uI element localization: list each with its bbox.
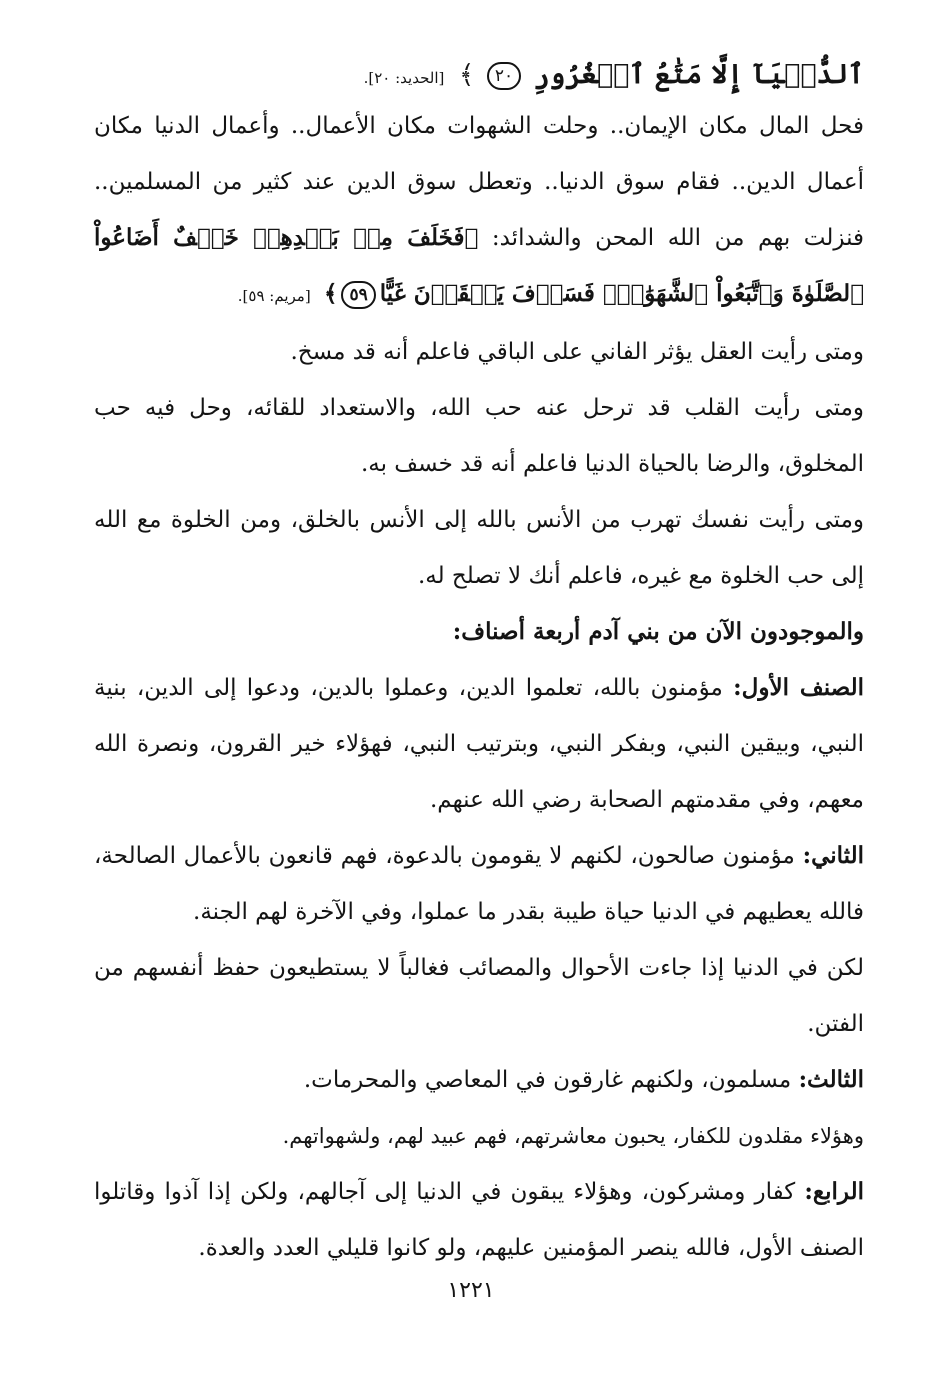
quran-close-bracket: ﴾ <box>324 280 338 307</box>
type-two-note: لكن في الدنيا إذا جاءت الأحوال والمصائب فغالباً لا يستطيعون حفظ أنفسهم من الفتن. <box>94 955 864 1037</box>
paragraph-heart: ومتى رأيت القلب قد ترحل عنه حب الله، والاستعداد للقائه، وحل فيه حب المخلوق، والرضا بالحياة الدنيا فاعلم أنه قد خسف به. <box>94 395 864 477</box>
type-two-text: مؤمنون صالحون، لكنهم لا يقومون بالدعوة، فهم قانعون بالأعمال الصالحة، فالله يعطيهم في الدنيا حياة طيبة بقدر ما عملوا، وفي الآخرة لهم الجنة. <box>94 843 864 925</box>
type-three-text: مسلمون، ولكنهم غارقون في المعاصي والمحرمات. <box>303 1067 792 1093</box>
page-number: ١٢٢١ <box>447 1278 495 1303</box>
quran-open-bracket: ﴿ <box>464 224 479 251</box>
paragraph-intro <box>94 98 864 324</box>
type-three-label: الثالث: <box>798 1066 864 1093</box>
paragraph-intro-text: فحل المال مكان الإيمان.. وحلت الشهوات مكان الأعمال.. وأعمال الدنيا مكان أعمال الدين.. فقام سوق الدنيا.. وتعطل سوق الدين عند كثير من المسلمين.. فنزلت بهم من الله المحن والشدائد: <box>94 113 865 251</box>
type-three-note: وهؤلاء مقلدون للكفار، يحبون معاشرتهم، فهم عبيد لهم، ولشهواتهم. <box>282 1124 864 1148</box>
type-one-text: مؤمنون بالله، تعلموا الدين، وعملوا بالدين، ودعوا إلى الدين، بنية النبي، وبيقين النبي، وبفكر النبي، وبترتيب النبي، فهؤلاء خير القرون، ونصرة الله معهم، وفي مقدمتهم الصحابة رضي الله عنهم. <box>94 675 864 813</box>
paragraph-self: ومتى رأيت نفسك تهرب من الأنس بالله إلى الأنس بالخلق، ومن الخلوة مع الله إلى حب الخلوة مع غيره، فاعلم أنك لا تصلح له. <box>94 507 864 589</box>
paragraph-mind: ومتى رأيت العقل يؤثر الفاني على الباقي فاعلم أنه قد مسخ. <box>290 339 864 365</box>
page-body <box>94 52 864 1276</box>
type-four-label: الرابع: <box>804 1178 865 1205</box>
type-four-text: كفار ومشركون، وهؤلاء يبقون في الدنيا إلى آجالهم، ولكن إذا آذوا وقاتلوا الصنف الأول، فالله ينصر المؤمنين عليهم، ولو كانوا قليلي العدد والعدة. <box>94 1179 864 1261</box>
verse-reference: [الحديد: ٢٠]. <box>363 69 445 87</box>
type-one-label: الصنف الأول: <box>733 674 864 701</box>
section-heading: والموجودون الآن من بني آدم أربعة أصناف: <box>452 618 864 645</box>
verse-close-bracket: ﴾ <box>458 60 475 90</box>
quran-reference: [مريم: ٥٩]. <box>237 287 311 305</box>
ayah-number-badge: ٢٠ <box>487 62 521 90</box>
top-verse <box>94 52 864 98</box>
type-two <box>94 828 864 940</box>
top-verse-text: ٱلدُّنۡيَآ إِلَّا مَتَٰعُ ٱلۡغُرُورِ <box>533 59 864 90</box>
type-four <box>94 1164 864 1276</box>
ayah-number-badge: ٥٩ <box>341 281 375 309</box>
type-one <box>94 660 864 828</box>
type-two-label: الثاني: <box>802 842 865 869</box>
type-three <box>94 1052 864 1108</box>
quran-quote-text: فَخَلَفَ مِنۢ بَعۡدِهِمۡ خَلۡفٌ أَضَاعُواْ ٱلصَّلَوٰةَ وَٱتَّبَعُواْ ٱلشَّهَوَٰتِۖ فَسَوۡفَ يَلۡقَوۡنَ غَيًّا <box>94 224 864 307</box>
